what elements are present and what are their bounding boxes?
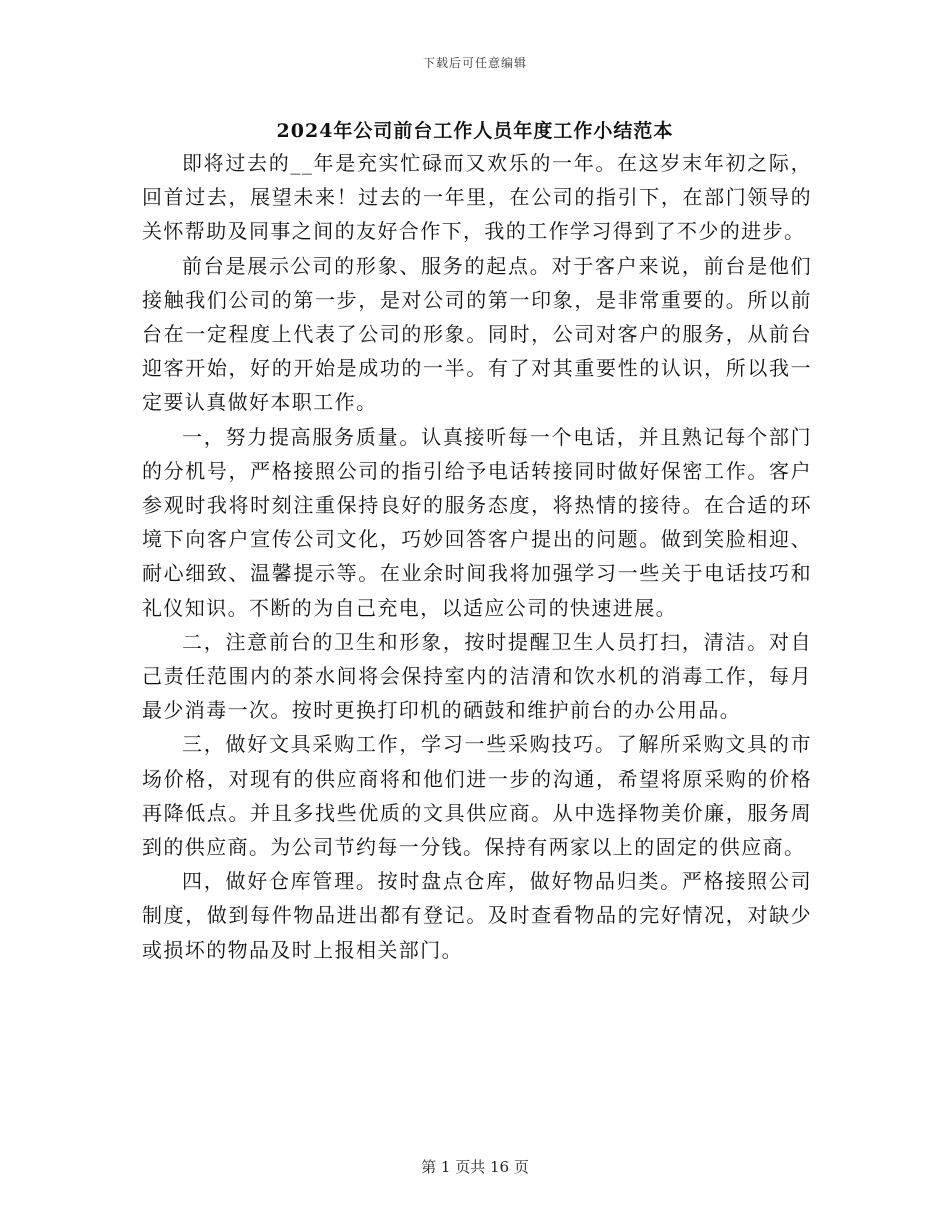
paragraph-service-quality: 一，努力提高服务质量。认真接听每一个电话，并且熟记每个部门的分机号，严格接照公司的指引给予电话转接同时做好保密工作。客户参观时我将时刻注重保持良好的服务态度，将热情的接待。在合适的环境下向客户宣传公司文化，巧妙回答客户提出的问题。做到笑脸相迎、耐心细致、温馨提示等。在业余时间我将加强学习一些关于电话技巧和礼仪知识。不断的为自己充电，以适应公司的快速进展。 [142, 424, 812, 620]
page-number: 第 1 页共 16 页 [421, 1158, 529, 1176]
document-title: 2024年公司前台工作人员年度工作小结范本 [276, 120, 674, 142]
paragraph-intro: 即将过去的__年是充实忙碌而又欢乐的一年。在这岁末年初之际，回首过去，展望未来！过去的一年里，在公司的指引下，在部门领导的关怀帮助及同事之间的友好合作下，我的工作学习得到了不少的进步。 [142, 151, 812, 244]
paragraph-procurement: 三，做好文具采购工作，学习一些采购技巧。了解所采购文具的市场价格，对现有的供应商将和他们进一步的沟通，希望将原采购的价格再降低点。并且多找些优质的文具供应商。从中选择物美价廉，服务周到的供应商。为公司节约每一分钱。保持有两家以上的固定的供应商。 [142, 732, 812, 860]
paragraph-warehouse: 四，做好仓库管理。按时盘点仓库，做好物品归类。严格接照公司制度，做到每件物品进出都有登记。及时查看物品的完好情况，对缺少或损坏的物品及时上报相关部门。 [142, 869, 812, 962]
paragraph-front-desk-role: 前台是展示公司的形象、服务的起点。对于客户来说，前台是他们接触我们公司的第一步，是对公司的第一印象，是非常重要的。所以前台在一定程度上代表了公司的形象。同时，公司对客户的服务，从前台迎客开始，好的开始是成功的一半。有了对其重要性的认识，所以我一定要认真做好本职工作。 [142, 253, 812, 415]
paragraph-hygiene: 二，注意前台的卫生和形象，按时提醒卫生人员打扫，清洁。对自己责任范围内的茶水间将会保持室内的洁清和饮水机的消毒工作，每月最少消毒一次。按时更换打印机的硒鼓和维护前台的办公用品。 [142, 629, 812, 723]
page-header-note: 下载后可任意编辑 [422, 56, 527, 70]
document-body [142, 146, 812, 967]
